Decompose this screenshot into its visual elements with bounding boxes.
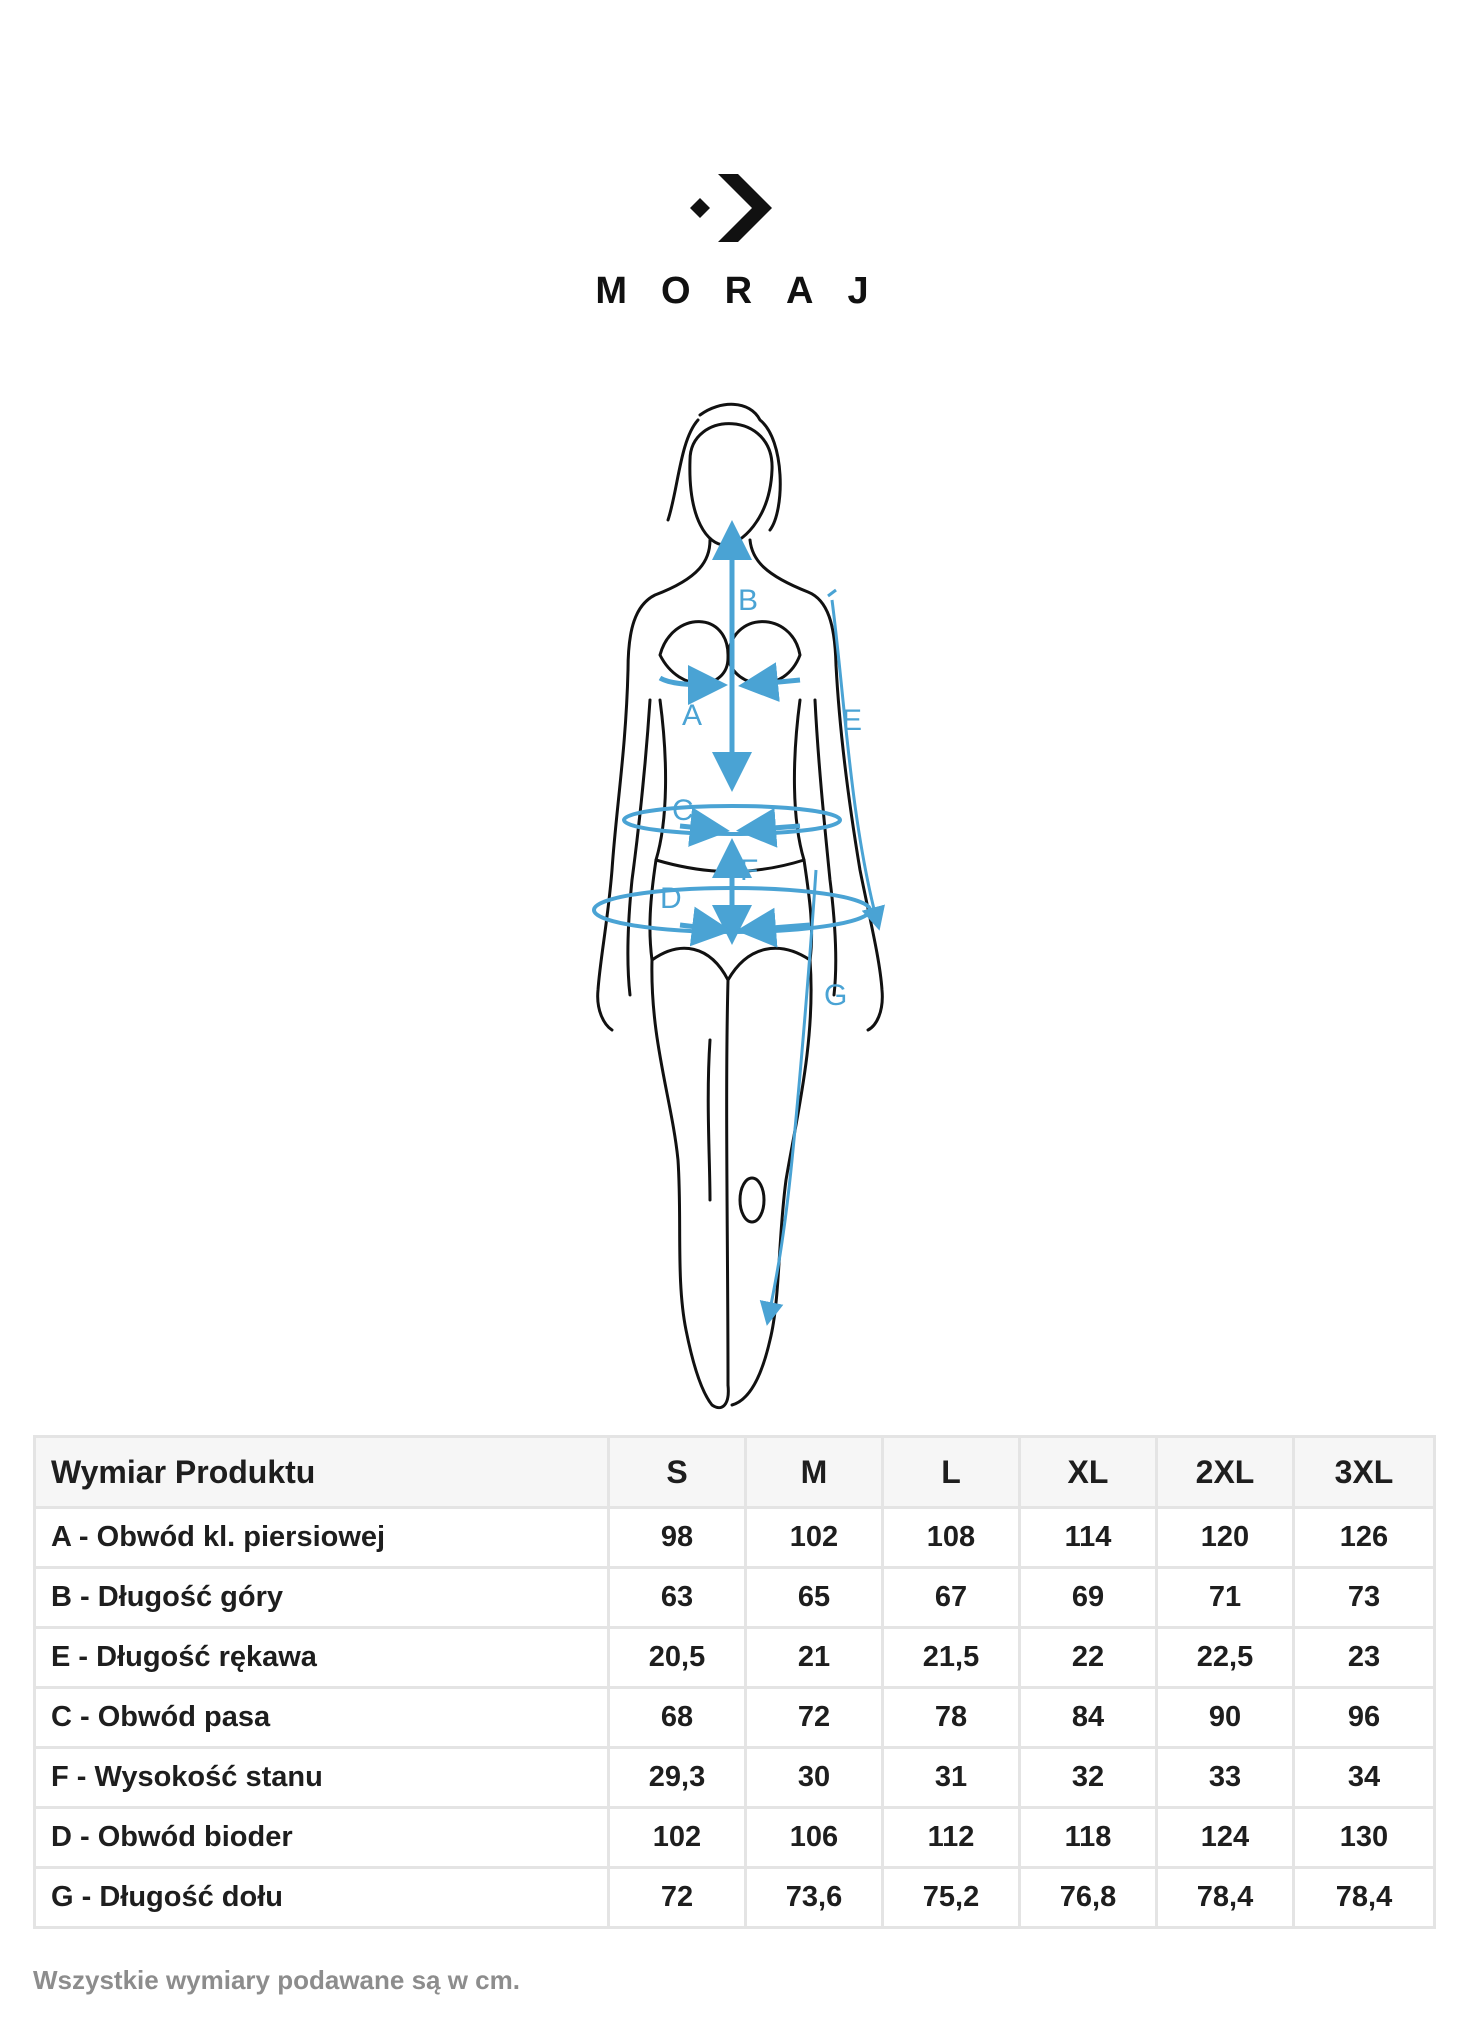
label-e: E — [842, 704, 863, 737]
cell-value: 29,3 — [609, 1748, 746, 1808]
cell-value: 118 — [1020, 1808, 1157, 1868]
cell-value: 124 — [1157, 1808, 1294, 1868]
cell-value: 72 — [746, 1688, 883, 1748]
table-row — [35, 1628, 1435, 1688]
cell-value: 30 — [746, 1748, 883, 1808]
size-header: M — [746, 1437, 883, 1508]
measure-e-top — [828, 590, 836, 596]
cell-value: 120 — [1157, 1508, 1294, 1568]
cell-value: 63 — [609, 1568, 746, 1628]
cell-value: 108 — [883, 1508, 1020, 1568]
size-header: 2XL — [1157, 1437, 1294, 1508]
header-label: Wymiar Produktu — [35, 1437, 609, 1508]
cell-value: 78,4 — [1294, 1868, 1435, 1928]
cell-value: 112 — [883, 1808, 1020, 1868]
cell-value: 130 — [1294, 1808, 1435, 1868]
measure-e-line — [832, 600, 878, 925]
cell-value: 106 — [746, 1808, 883, 1868]
label-g: G — [824, 979, 848, 1012]
cell-value: 68 — [609, 1688, 746, 1748]
cell-value: 34 — [1294, 1748, 1435, 1808]
cell-value: 90 — [1157, 1688, 1294, 1748]
label-a: A — [682, 699, 703, 732]
cell-value: 96 — [1294, 1688, 1435, 1748]
cell-value: 84 — [1020, 1688, 1157, 1748]
row-label: A - Obwód kl. piersiowej — [35, 1508, 609, 1568]
body-outline — [598, 404, 883, 1407]
cell-value: 65 — [746, 1568, 883, 1628]
body-measurement-diagram — [560, 400, 920, 1430]
label-b: B — [738, 584, 759, 617]
units-note: Wszystkie wymiary podawane są w cm. — [33, 1965, 520, 1995]
size-table — [33, 1435, 1436, 1929]
cell-value: 126 — [1294, 1508, 1435, 1568]
cell-value: 73,6 — [746, 1868, 883, 1928]
cell-value: 32 — [1020, 1748, 1157, 1808]
table-row — [35, 1508, 1435, 1568]
cell-value: 21,5 — [883, 1628, 1020, 1688]
label-d: D — [660, 882, 682, 915]
cell-value: 102 — [609, 1808, 746, 1868]
size-header: XL — [1020, 1437, 1157, 1508]
measure-c-right-arrow — [746, 826, 800, 830]
cell-value: 22 — [1020, 1628, 1157, 1688]
cell-value: 114 — [1020, 1508, 1157, 1568]
cell-value: 102 — [746, 1508, 883, 1568]
cell-value: 76,8 — [1020, 1868, 1157, 1928]
cell-value: 69 — [1020, 1568, 1157, 1628]
cell-value: 98 — [609, 1508, 746, 1568]
cell-value: 72 — [609, 1868, 746, 1928]
cell-value: 21 — [746, 1628, 883, 1688]
measure-g-line — [768, 870, 816, 1320]
table-row — [35, 1808, 1435, 1868]
cell-value: 31 — [883, 1748, 1020, 1808]
table-row — [35, 1688, 1435, 1748]
size-header: 3XL — [1294, 1437, 1435, 1508]
measure-a-right-arrow — [748, 680, 800, 685]
table-header-row — [35, 1437, 1435, 1508]
cell-value: 73 — [1294, 1568, 1435, 1628]
row-label: C - Obwód pasa — [35, 1688, 609, 1748]
moraj-logo-icon — [690, 168, 780, 248]
label-f: F — [740, 854, 759, 887]
label-c: C — [672, 794, 694, 827]
cell-value: 33 — [1157, 1748, 1294, 1808]
cell-value: 67 — [883, 1568, 1020, 1628]
brand-name: MORAJ — [595, 270, 903, 312]
row-label: D - Obwód bioder — [35, 1808, 609, 1868]
cell-value: 20,5 — [609, 1628, 746, 1688]
row-label: B - Długość góry — [35, 1568, 609, 1628]
size-header: S — [609, 1437, 746, 1508]
size-header: L — [883, 1437, 1020, 1508]
table-row — [35, 1868, 1435, 1928]
cell-value: 75,2 — [883, 1868, 1020, 1928]
row-label: F - Wysokość stanu — [35, 1748, 609, 1808]
cell-value: 23 — [1294, 1628, 1435, 1688]
table-row — [35, 1748, 1435, 1808]
cell-value: 78,4 — [1157, 1868, 1294, 1928]
measure-c-ellipse — [624, 806, 840, 834]
row-label: E - Długość rękawa — [35, 1628, 609, 1688]
cell-value: 22,5 — [1157, 1628, 1294, 1688]
row-label: G - Długość dołu — [35, 1868, 609, 1928]
cell-value: 71 — [1157, 1568, 1294, 1628]
table-row — [35, 1568, 1435, 1628]
cell-value: 78 — [883, 1688, 1020, 1748]
